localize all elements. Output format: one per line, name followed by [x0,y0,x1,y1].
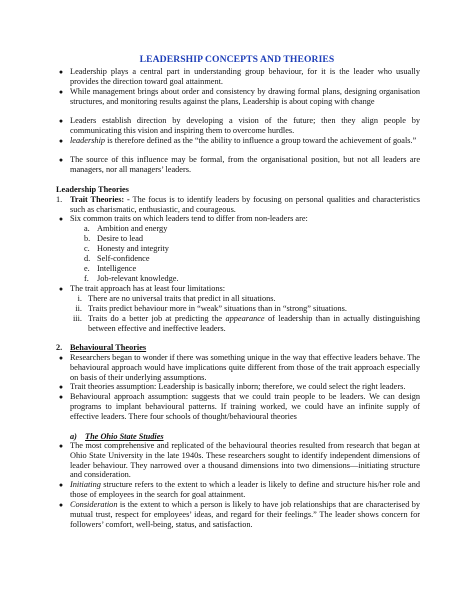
bullet-icon: ● [58,285,64,293]
ohio-bullet-text: The most comprehensive and replicated of the behavioural theories resulted from research that began at Ohio State University in the late 1940s. These researchers sought to identify independent dimensions of leader behaviour. They narrowed over a thousand dimensions into two dimensions—initiating structure and consideration. [70,441,420,480]
bullet-icon: ● [58,393,64,401]
bullet-icon: ● [58,354,64,362]
behavioural-bullet-text: Behavioural approach assumption: suggests that we could train people to be leaders. We can design programs to implant behavioural patterns. If training worked, we could have an infinite supply of effective leaders. There four schools of thought/behavioural theories [70,392,420,421]
bullet-icon: ● [58,88,64,96]
trait-item: Self-confidence [97,254,150,263]
limitation-label: ii. [75,304,82,313]
bullet-icon: ● [58,383,64,391]
bullet-icon: ● [58,117,64,125]
trait-item: Desire to lead [97,234,144,243]
consideration-definition: is the extent to which a person is likely to have job relationships that are characterised by mutual trust, respect for employees’ ideas, and regard for their feelings.” The leader shows concern for followers’ comfort, well-being, status, and satisfaction. [70,500,420,529]
bullet-icon: ● [58,481,64,489]
ohio-bullet-text [70,500,420,529]
subsection-label: a) [70,432,77,441]
trait-item: Ambition and energy [97,224,168,233]
list-number: 2. [56,343,63,352]
behavioural-bullet-text: Trait theories assumption: Leadership is basically inborn; therefore, we could select the right leaders. [70,382,406,391]
limitation-item: There are no universal traits that predict in all situations. [88,294,276,303]
leadership-definition: is therefore defined as the “the ability to influence a group toward the achievement of goals.” [105,136,417,145]
bullet-icon: ● [58,442,64,450]
trait-label: c. [84,244,90,253]
limitations-intro: The trait approach has at least four limitations: [70,284,226,293]
limitation-text-pre: Traits do a better job at predicting the [88,314,226,323]
ohio-bullet-text [70,480,420,500]
section-heading: Leadership Theories [56,185,129,194]
trait-item: Job-relevant knowledge. [97,274,179,283]
trait-label: b. [84,234,91,243]
limitation-text-post: of leadership than in actually distinguishing between effective and ineffective leaders. [88,314,420,333]
limitation-item: Traits predict behaviour more in “weak” situations than in “strong” situations. [88,304,347,313]
intro-bullet-text: While management brings about order and consistency by drawing formal plans, designing organisation structures, and monitoring results against the plans, Leadership is about coping with change [70,87,420,106]
trait-label: a. [84,224,90,233]
behavioural-heading: Behavioural Theories [70,343,147,352]
trait-item: Honesty and integrity [97,244,169,253]
limitation-emphasis: appearance [225,314,265,323]
intro-bullet-text [70,136,420,146]
limitation-label: i. [77,294,82,303]
bullet-icon: ● [58,156,64,164]
bullet-icon: ● [58,137,64,145]
intro-bullet-text: The source of this influence may be formal, from the organisational position, but not all leaders are managers, nor all managers’ leaders. [70,155,420,174]
limitation-item [88,314,420,334]
initiating-definition: structure refers to the extent to which a leader is likely to define and structure his/her role and those of employees in the search for goal attainment. [70,480,420,499]
intro-bullet-text: Leadership plays a central part in understanding group behaviour, for it is the leader who usually provides the direction toward goal attainment. [70,67,420,86]
bullet-icon: ● [58,215,64,223]
behavioural-bullet-text: Researchers began to wonder if there was something unique in the way that effective leaders behave. The behavioural approach would have implications quite different from those of the trait approach especially on basis of their underlying assumptions. [70,353,420,382]
ohio-heading: The Ohio State Studies [85,432,164,441]
trait-label: d. [84,254,91,263]
trait-theories-title: Trait Theories: - [70,195,130,204]
trait-label: f. [84,274,89,283]
page-title: LEADERSHIP CONCEPTS AND THEORIES [139,54,335,65]
bullet-icon: ● [58,501,64,509]
trait-theories-paragraph [70,195,420,215]
leadership-term: leadership [70,136,106,145]
initiating-term: Initiating [70,480,101,489]
bullet-icon: ● [58,68,64,76]
consideration-term: Consideration [70,500,118,509]
list-number: 1. [56,195,63,204]
limitation-label: iii. [73,314,82,323]
trait-item: Intelligence [97,264,137,273]
trait-label: e. [84,264,90,273]
intro-bullet-text: Leaders establish direction by developing a vision of the future; then they align people by communicating this vision and inspiring them to overcome hurdles. [70,116,420,135]
trait-theories-text: The focus is to identify leaders by focusing on personal qualities and characteristics such as charismatic, enthusiastic, and courageous. [70,195,420,214]
traits-intro: Six common traits on which leaders tend to differ from non-leaders are: [70,214,308,223]
